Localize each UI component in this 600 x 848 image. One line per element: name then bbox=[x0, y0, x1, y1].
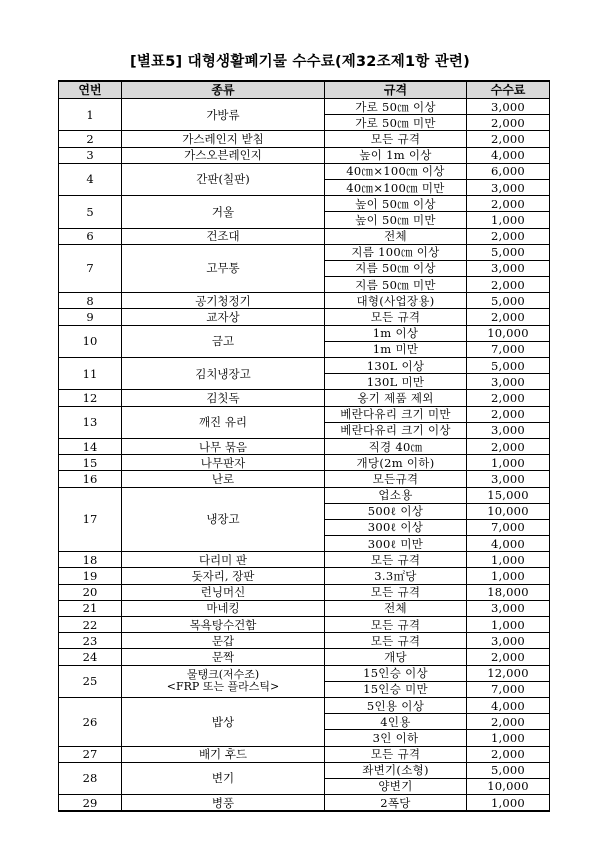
item-kind: 간판(칠판) bbox=[122, 163, 325, 195]
table-row bbox=[59, 697, 550, 713]
table-row bbox=[59, 584, 550, 600]
table-row bbox=[59, 293, 550, 309]
table-row bbox=[59, 455, 550, 471]
item-fee: 5,000 bbox=[467, 293, 550, 309]
item-number: 9 bbox=[59, 309, 122, 325]
item-spec: 베란다유리 크기 미만 bbox=[325, 406, 467, 422]
table-row bbox=[59, 163, 550, 179]
table-row bbox=[59, 228, 550, 244]
item-kind-line2: <FRP 또는 플라스틱> bbox=[166, 680, 280, 694]
item-spec: 모든 규격 bbox=[325, 552, 467, 568]
item-kind: 냉장고 bbox=[122, 487, 325, 552]
item-spec: 개당 bbox=[325, 649, 467, 665]
item-spec: 300ℓ 이상 bbox=[325, 519, 467, 535]
item-kind: 목욕탕수건함 bbox=[122, 617, 325, 633]
item-number: 13 bbox=[59, 406, 122, 438]
item-spec: 지름 50㎝ 이상 bbox=[325, 260, 467, 276]
header-no: 연번 bbox=[59, 81, 122, 99]
item-kind: 배기 후드 bbox=[122, 746, 325, 762]
table-row bbox=[59, 406, 550, 422]
item-number: 5 bbox=[59, 196, 122, 228]
item-spec: 전체 bbox=[325, 228, 467, 244]
item-fee: 3,000 bbox=[467, 374, 550, 390]
item-number: 14 bbox=[59, 438, 122, 454]
item-fee: 1,000 bbox=[467, 552, 550, 568]
table-row bbox=[59, 633, 550, 649]
item-kind: 고무통 bbox=[122, 244, 325, 293]
item-number: 11 bbox=[59, 358, 122, 390]
table-row bbox=[59, 487, 550, 503]
table-row bbox=[59, 358, 550, 374]
table-header-row bbox=[59, 81, 550, 99]
item-number: 10 bbox=[59, 325, 122, 357]
item-fee: 2,000 bbox=[467, 438, 550, 454]
table-row bbox=[59, 99, 550, 115]
item-spec: 5인용 이상 bbox=[325, 697, 467, 713]
item-spec: 가로 50㎝ 이상 bbox=[325, 99, 467, 115]
item-spec: 지름 50㎝ 미만 bbox=[325, 277, 467, 293]
item-fee: 2,000 bbox=[467, 131, 550, 147]
item-spec: 모든 규격 bbox=[325, 633, 467, 649]
table-row bbox=[59, 196, 550, 212]
item-kind: 변기 bbox=[122, 762, 325, 794]
item-fee: 5,000 bbox=[467, 762, 550, 778]
table-row bbox=[59, 325, 550, 341]
table-body bbox=[59, 99, 550, 812]
table-row bbox=[59, 552, 550, 568]
document-title: [별표5] 대형생활폐기물 수수료(제32조제1항 관련) bbox=[130, 54, 470, 70]
item-fee: 1,000 bbox=[467, 568, 550, 584]
item-spec: 300ℓ 미만 bbox=[325, 536, 467, 552]
item-number: 1 bbox=[59, 99, 122, 131]
item-fee: 5,000 bbox=[467, 244, 550, 260]
item-fee: 4,000 bbox=[467, 147, 550, 163]
table-row bbox=[59, 617, 550, 633]
item-fee: 4,000 bbox=[467, 697, 550, 713]
item-number: 22 bbox=[59, 617, 122, 633]
item-number: 3 bbox=[59, 147, 122, 163]
table-row bbox=[59, 795, 550, 812]
item-number: 24 bbox=[59, 649, 122, 665]
item-kind: 교자상 bbox=[122, 309, 325, 325]
fee-table bbox=[58, 80, 550, 812]
item-fee: 7,000 bbox=[467, 341, 550, 357]
item-number: 25 bbox=[59, 665, 122, 697]
item-number: 27 bbox=[59, 746, 122, 762]
item-number: 19 bbox=[59, 568, 122, 584]
item-spec: 업소용 bbox=[325, 487, 467, 503]
item-fee: 10,000 bbox=[467, 325, 550, 341]
item-spec: 40㎝×100㎝ 미만 bbox=[325, 179, 467, 195]
item-spec: 130L 이상 bbox=[325, 358, 467, 374]
item-fee: 2,000 bbox=[467, 746, 550, 762]
item-fee: 3,000 bbox=[467, 471, 550, 487]
item-fee: 4,000 bbox=[467, 536, 550, 552]
item-fee: 3,000 bbox=[467, 600, 550, 616]
item-spec: 직경 40㎝ bbox=[325, 438, 467, 454]
item-number: 18 bbox=[59, 552, 122, 568]
item-kind: 문갑 bbox=[122, 633, 325, 649]
item-spec: 지름 100㎝ 이상 bbox=[325, 244, 467, 260]
item-spec: 130L 미만 bbox=[325, 374, 467, 390]
item-number: 20 bbox=[59, 584, 122, 600]
item-fee: 2,000 bbox=[467, 309, 550, 325]
item-spec: 15인승 미만 bbox=[325, 681, 467, 697]
item-spec: 4인용 bbox=[325, 714, 467, 730]
header-kind: 종류 bbox=[122, 81, 325, 99]
item-fee: 10,000 bbox=[467, 778, 550, 794]
item-spec: 높이 50㎝ 미만 bbox=[325, 212, 467, 228]
item-fee: 2,000 bbox=[467, 115, 550, 131]
item-fee: 2,000 bbox=[467, 714, 550, 730]
item-number: 6 bbox=[59, 228, 122, 244]
item-spec: 500ℓ 이상 bbox=[325, 503, 467, 519]
item-spec: 가로 50㎝ 미만 bbox=[325, 115, 467, 131]
item-spec: 15인승 이상 bbox=[325, 665, 467, 681]
item-number: 26 bbox=[59, 697, 122, 746]
item-spec: 전체 bbox=[325, 600, 467, 616]
item-fee: 7,000 bbox=[467, 681, 550, 697]
item-fee: 18,000 bbox=[467, 584, 550, 600]
item-fee: 1,000 bbox=[467, 455, 550, 471]
item-number: 15 bbox=[59, 455, 122, 471]
table-row bbox=[59, 390, 550, 406]
item-kind: 런닝머신 bbox=[122, 584, 325, 600]
item-number: 12 bbox=[59, 390, 122, 406]
table-row bbox=[59, 746, 550, 762]
item-spec: 좌변기(소형) bbox=[325, 762, 467, 778]
table-row bbox=[59, 131, 550, 147]
table-row bbox=[59, 568, 550, 584]
item-fee: 1,000 bbox=[467, 617, 550, 633]
item-kind: 거울 bbox=[122, 196, 325, 228]
item-spec: 2폭당 bbox=[325, 795, 467, 812]
item-kind: 공기청정기 bbox=[122, 293, 325, 309]
item-number: 2 bbox=[59, 131, 122, 147]
item-number: 28 bbox=[59, 762, 122, 794]
item-kind: 가스레인지 받침 bbox=[122, 131, 325, 147]
item-spec: 모든 규격 bbox=[325, 309, 467, 325]
item-fee: 7,000 bbox=[467, 519, 550, 535]
table-row bbox=[59, 665, 550, 681]
item-kind: 마네킹 bbox=[122, 600, 325, 616]
item-spec: 양변기 bbox=[325, 778, 467, 794]
table-row bbox=[59, 244, 550, 260]
item-number: 16 bbox=[59, 471, 122, 487]
item-number: 17 bbox=[59, 487, 122, 552]
item-kind: 가스오븐레인지 bbox=[122, 147, 325, 163]
item-spec: 1m 미만 bbox=[325, 341, 467, 357]
item-fee: 10,000 bbox=[467, 503, 550, 519]
item-kind: 병풍 bbox=[122, 795, 325, 812]
item-kind: 금고 bbox=[122, 325, 325, 357]
item-fee: 5,000 bbox=[467, 358, 550, 374]
item-kind: 깨진 유리 bbox=[122, 406, 325, 438]
item-kind: 난로 bbox=[122, 471, 325, 487]
table-row bbox=[59, 309, 550, 325]
item-spec: 1m 이상 bbox=[325, 325, 467, 341]
item-fee: 2,000 bbox=[467, 228, 550, 244]
table-row bbox=[59, 600, 550, 616]
table-row bbox=[59, 649, 550, 665]
item-spec: 모든 규격 bbox=[325, 617, 467, 633]
item-number: 21 bbox=[59, 600, 122, 616]
item-number: 8 bbox=[59, 293, 122, 309]
item-spec: 높이 1m 이상 bbox=[325, 147, 467, 163]
item-fee: 15,000 bbox=[467, 487, 550, 503]
item-number: 7 bbox=[59, 244, 122, 293]
item-fee: 2,000 bbox=[467, 196, 550, 212]
item-fee: 3,000 bbox=[467, 179, 550, 195]
item-fee: 2,000 bbox=[467, 406, 550, 422]
item-spec: 높이 50㎝ 이상 bbox=[325, 196, 467, 212]
header-spec: 규격 bbox=[325, 81, 467, 99]
item-fee: 1,000 bbox=[467, 212, 550, 228]
item-kind: 나무 묶음 bbox=[122, 438, 325, 454]
item-kind: 김치냉장고 bbox=[122, 358, 325, 390]
item-kind: 문짝 bbox=[122, 649, 325, 665]
table-row bbox=[59, 762, 550, 778]
item-spec: 40㎝×100㎝ 이상 bbox=[325, 163, 467, 179]
item-fee: 3,000 bbox=[467, 260, 550, 276]
item-spec: 베란다유리 크기 이상 bbox=[325, 422, 467, 438]
item-fee: 1,000 bbox=[467, 730, 550, 746]
item-spec: 모든규격 bbox=[325, 471, 467, 487]
item-kind bbox=[122, 665, 325, 697]
item-fee: 6,000 bbox=[467, 163, 550, 179]
item-fee: 3,000 bbox=[467, 422, 550, 438]
item-kind: 건조대 bbox=[122, 228, 325, 244]
table-row bbox=[59, 471, 550, 487]
item-fee: 3,000 bbox=[467, 99, 550, 115]
item-fee: 3,000 bbox=[467, 633, 550, 649]
item-kind-line1: 물탱크(저수조) bbox=[186, 668, 260, 682]
item-kind: 밥상 bbox=[122, 697, 325, 746]
table-row bbox=[59, 438, 550, 454]
item-number: 23 bbox=[59, 633, 122, 649]
item-number: 29 bbox=[59, 795, 122, 812]
item-spec: 3인 이하 bbox=[325, 730, 467, 746]
item-spec: 모든 규격 bbox=[325, 746, 467, 762]
item-spec: 3.3㎡당 bbox=[325, 568, 467, 584]
item-kind: 다리미 판 bbox=[122, 552, 325, 568]
item-spec: 대형(사업장용) bbox=[325, 293, 467, 309]
item-spec: 모든 규격 bbox=[325, 131, 467, 147]
item-kind: 가방류 bbox=[122, 99, 325, 131]
item-kind: 나무판자 bbox=[122, 455, 325, 471]
item-spec: 옹기 제품 제외 bbox=[325, 390, 467, 406]
header-fee: 수수료 bbox=[467, 81, 550, 99]
item-fee: 12,000 bbox=[467, 665, 550, 681]
item-spec: 개당(2m 이하) bbox=[325, 455, 467, 471]
item-fee: 2,000 bbox=[467, 649, 550, 665]
item-number: 4 bbox=[59, 163, 122, 195]
item-spec: 모든 규격 bbox=[325, 584, 467, 600]
item-fee: 2,000 bbox=[467, 277, 550, 293]
table-row bbox=[59, 147, 550, 163]
item-fee: 1,000 bbox=[467, 795, 550, 812]
item-kind: 돗자리, 장판 bbox=[122, 568, 325, 584]
item-fee: 2,000 bbox=[467, 390, 550, 406]
item-kind: 김칫독 bbox=[122, 390, 325, 406]
